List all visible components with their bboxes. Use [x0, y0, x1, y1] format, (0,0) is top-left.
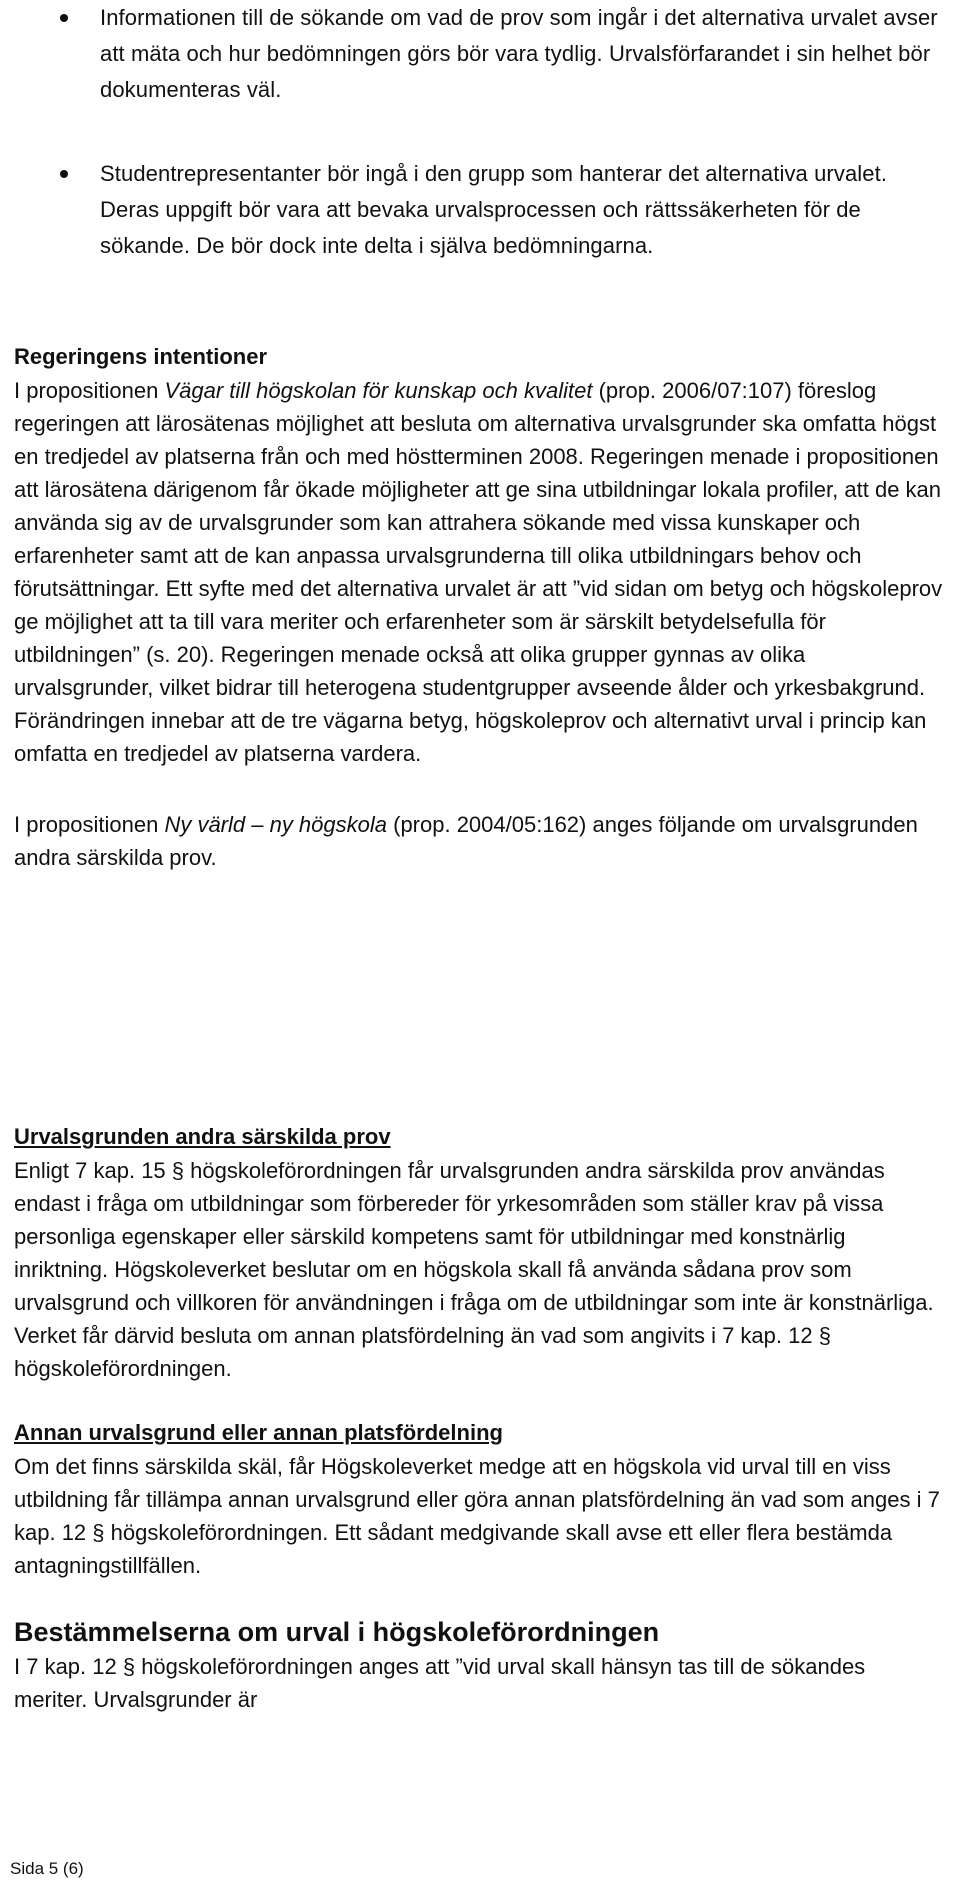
page-number: Sida 5 (6): [10, 1859, 84, 1878]
bullet-list: [60, 0, 940, 264]
paragraph: [14, 374, 944, 770]
section-bestammelserna: [14, 1614, 944, 1716]
section-andra-sarskilda-prov: [14, 1120, 944, 1385]
paragraph: [14, 808, 944, 874]
bullet-dot-icon: [60, 14, 68, 22]
bullet-text: Studentrepresentanter bör ingå i den grupp som hanterar det alternativa urvalet. Deras uppgift bör vara att bevaka urvalsprocessen och rättssäkerheten för de sökande. De bör dock inte delta i själva bedömningarna.: [100, 161, 888, 258]
bullet-item: [60, 156, 940, 264]
section-heading: Annan urvalsgrund eller annan platsfördelning: [14, 1420, 503, 1445]
bullet-dot-icon: [60, 170, 68, 178]
section-regeringens-intentioner: [14, 340, 944, 874]
paragraph: I 7 kap. 12 § högskoleförordningen anges att ”vid urval skall hänsyn tas till de sökandes meriter. Urvalsgrunder är: [14, 1654, 866, 1712]
paragraph: Enligt 7 kap. 15 § högskoleförordningen får urvalsgrunden andra särskilda prov användas endast i fråga om utbildningar som förbereder för yrkesområden som ställer krav på vissa personliga egenskaper eller särskild kompetens samt för utbildningar med konstnärlig inriktning. Högskoleverket beslutar om en högskola skall få använda sådana prov som urvalsgrund och villkoren för användningen i fråga om de utbildningar som inte är konstnärliga. Verket får därvid besluta om annan platsfördelning än vad som angivits i 7 kap. 12 § högskoleförordningen.: [14, 1158, 934, 1381]
paragraph-text: I propositionen: [14, 378, 165, 403]
section-heading: Bestämmelserna om urval i högskoleförordningen: [14, 1617, 660, 1647]
paragraph-text: (prop. 2006/07:107) föreslog regeringen att lärosätenas möjlighet att besluta om alternativa urvalsgrunder ska omfatta högst en tredjedel av platserna från och med höstterminen 2008. Regeringen menade i propositionen att lärosätena därigenom får ökade möjligheter att ge sina utbildningar lokala profiler, att de kan använda sig av de urvalsgrunder som kan attrahera sökande med vissa kunskaper och erfarenheter samt att de kan anpassa urvalsgrunderna till olika utbildningars behov och förutsättningar. Ett syfte med det alternativa urvalet är att ”vid sidan om betyg och högskoleprov ge möjlighet att ta till vara meriter och erfarenheter som är särskilt betydelsefulla för utbildningen” (s. 20). Regeringen menade också att olika grupper gynnas av olika urvalsgrunder, vilket bidrar till heterogena studentgrupper avseende ålder och yrkesbakgrund. Förändringen innebar att de tre vägarna betyg, högskoleprov och alternativt urval i princip kan omfatta en tredjedel av platserna vardera.: [14, 378, 943, 766]
paragraph: Om det finns särskilda skäl, får Högskoleverket medge att en högskola vid urval till en viss utbildning får tillämpa annan urvalsgrund eller göra annan platsfördelning än vad som anges i 7 kap. 12 § högskoleförordningen. Ett sådant medgivande skall avse ett eller flera bestämda antagningstillfällen.: [14, 1454, 940, 1578]
section-annan-urvalsgrund: [14, 1416, 944, 1582]
publication-title: Ny värld – ny högskola: [164, 812, 387, 837]
section-heading: Regeringens intentioner: [14, 344, 268, 369]
paragraph-text: I propositionen: [14, 812, 165, 837]
paragraph-text: (prop. 2004/05:162) anges följande om urvalsgrunden andra särskilda prov.: [14, 812, 918, 870]
section-heading: Urvalsgrunden andra särskilda prov: [14, 1124, 391, 1149]
bullet-item: [60, 0, 940, 108]
bullet-text: Informationen till de sökande om vad de prov som ingår i det alternativa urvalet avser att mäta och hur bedömningen görs bör vara tydlig. Urvalsförfarandet i sin helhet bör dokumenteras väl.: [100, 5, 938, 102]
publication-title: Vägar till högskolan för kunskap och kvalitet: [164, 378, 593, 403]
